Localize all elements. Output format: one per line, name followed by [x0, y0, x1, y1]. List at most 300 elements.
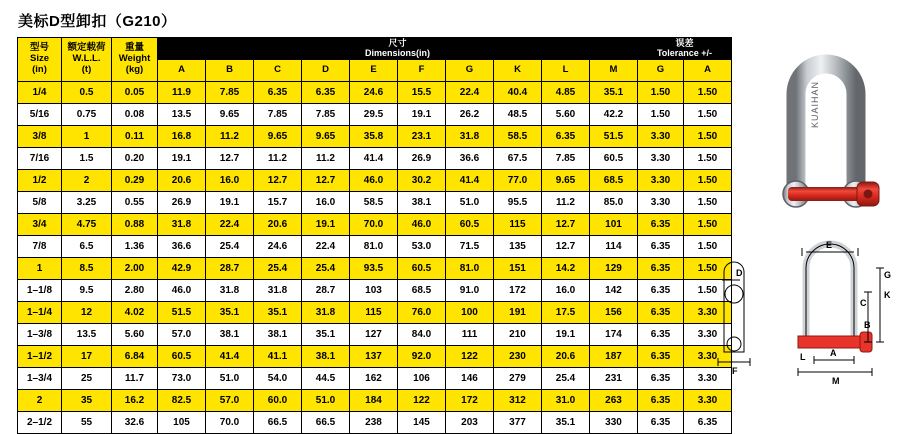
cell-dim-k: 191 — [494, 302, 542, 324]
cell-dim-d: 22.4 — [302, 236, 350, 258]
cell-dim-m: 174 — [590, 324, 638, 346]
cell-tol-g: 6.35 — [638, 280, 684, 302]
cell-dim-k: 279 — [494, 368, 542, 390]
cell-wll: 9.5 — [62, 280, 112, 302]
cell-weight: 16.2 — [112, 390, 158, 412]
cell-wll: 1 — [62, 126, 112, 148]
cell-dim-d: 38.1 — [302, 346, 350, 368]
cell-dim-e: 238 — [350, 412, 398, 434]
cell-dim-a: 46.0 — [158, 280, 206, 302]
cell-dim-k: 230 — [494, 346, 542, 368]
cell-size: 7/16 — [18, 148, 62, 170]
cell-dim-b: 70.0 — [206, 412, 254, 434]
table-row — [18, 214, 732, 236]
drawing-label-l: L — [800, 352, 806, 362]
header-dim-b: B — [206, 60, 254, 82]
cell-tol-g: 6.35 — [638, 214, 684, 236]
table-row — [18, 236, 732, 258]
cell-dim-b: 38.1 — [206, 324, 254, 346]
cell-dim-l: 11.2 — [542, 192, 590, 214]
cell-tol-g: 6.35 — [638, 412, 684, 434]
cell-tol-a: 3.30 — [684, 302, 732, 324]
cell-dim-g: 91.0 — [446, 280, 494, 302]
cell-dim-e: 35.8 — [350, 126, 398, 148]
cell-tol-a: 3.30 — [684, 346, 732, 368]
header-dimensions-en: Dimensions(in) — [364, 47, 430, 58]
cell-dim-c: 66.5 — [254, 412, 302, 434]
cell-tol-g: 3.30 — [638, 126, 684, 148]
cell-tol-a: 1.50 — [684, 104, 732, 126]
cell-dim-g: 122 — [446, 346, 494, 368]
table-row — [18, 368, 732, 390]
cell-tol-a: 1.50 — [684, 214, 732, 236]
cell-dim-d: 16.0 — [302, 192, 350, 214]
cell-dim-b: 51.0 — [206, 368, 254, 390]
cell-dim-b: 11.2 — [206, 126, 254, 148]
cell-size: 1/2 — [18, 170, 62, 192]
cell-dim-c: 24.6 — [254, 236, 302, 258]
cell-wll: 6.5 — [62, 236, 112, 258]
cell-tol-g: 3.30 — [638, 170, 684, 192]
header-dim-f: F — [398, 60, 446, 82]
cell-dim-m: 60.5 — [590, 148, 638, 170]
cell-tol-g: 6.35 — [638, 346, 684, 368]
cell-weight: 11.7 — [112, 368, 158, 390]
table-row — [18, 104, 732, 126]
cell-wll: 2 — [62, 170, 112, 192]
cell-dim-g: 146 — [446, 368, 494, 390]
cell-dim-d: 19.1 — [302, 214, 350, 236]
cell-dim-f: 15.5 — [398, 82, 446, 104]
table-body — [18, 82, 732, 434]
cell-tol-g: 6.35 — [638, 236, 684, 258]
page-title: 美标D型卸扣（G210） — [18, 13, 177, 30]
cell-wll: 3.25 — [62, 192, 112, 214]
cell-dim-f: 92.0 — [398, 346, 446, 368]
cell-dim-a: 16.8 — [158, 126, 206, 148]
cell-dim-k: 95.5 — [494, 192, 542, 214]
cell-dim-a: 105 — [158, 412, 206, 434]
table-row — [18, 280, 732, 302]
cell-dim-a: 57.0 — [158, 324, 206, 346]
cell-dim-k: 67.5 — [494, 148, 542, 170]
shackle-brand-text: KUAIHAN — [810, 80, 820, 128]
specification-table — [17, 37, 732, 434]
cell-tol-a: 1.50 — [684, 236, 732, 258]
cell-dim-e: 29.5 — [350, 104, 398, 126]
cell-dim-m: 68.5 — [590, 170, 638, 192]
table-row — [18, 258, 732, 280]
cell-tol-a: 3.30 — [684, 390, 732, 412]
header-dim-l: L — [542, 60, 590, 82]
cell-dim-d: 66.5 — [302, 412, 350, 434]
header-wll-en: W.L.L. — [72, 53, 101, 65]
drawing-label-c: C — [860, 298, 867, 308]
cell-dim-m: 101 — [590, 214, 638, 236]
cell-tol-g: 3.30 — [638, 192, 684, 214]
cell-size: 2 — [18, 390, 62, 412]
cell-dim-c: 20.6 — [254, 214, 302, 236]
cell-dim-k: 115 — [494, 214, 542, 236]
table-header-row-group — [18, 38, 732, 60]
cell-dim-a: 20.6 — [158, 170, 206, 192]
cell-size: 1–3/8 — [18, 324, 62, 346]
cell-weight: 2.80 — [112, 280, 158, 302]
cell-dim-f: 26.9 — [398, 148, 446, 170]
table-row — [18, 302, 732, 324]
table-row — [18, 192, 732, 214]
cell-dim-e: 46.0 — [350, 170, 398, 192]
cell-wll: 1.5 — [62, 148, 112, 170]
cell-dim-g: 203 — [446, 412, 494, 434]
cell-dim-l: 5.60 — [542, 104, 590, 126]
cell-tol-g: 3.30 — [638, 148, 684, 170]
cell-dim-b: 16.0 — [206, 170, 254, 192]
cell-dim-c: 35.1 — [254, 302, 302, 324]
table-row — [18, 324, 732, 346]
cell-dim-b: 28.7 — [206, 258, 254, 280]
cell-dim-f: 60.5 — [398, 258, 446, 280]
cell-dim-g: 172 — [446, 390, 494, 412]
cell-weight: 0.05 — [112, 82, 158, 104]
cell-dim-d: 6.35 — [302, 82, 350, 104]
header-dim-a: A — [158, 60, 206, 82]
cell-dim-g: 81.0 — [446, 258, 494, 280]
header-tolerance-en: Tolerance +/- — [656, 47, 713, 58]
cell-tol-a: 1.50 — [684, 280, 732, 302]
cell-wll: 25 — [62, 368, 112, 390]
cell-dim-l: 6.35 — [542, 126, 590, 148]
header-tolerance-cn: 误差 — [675, 37, 694, 48]
header-weight — [112, 38, 158, 82]
cell-dim-c: 6.35 — [254, 82, 302, 104]
cell-weight: 0.11 — [112, 126, 158, 148]
cell-dim-b: 25.4 — [206, 236, 254, 258]
cell-dim-l: 17.5 — [542, 302, 590, 324]
shackle-drawing-svg — [714, 232, 894, 392]
cell-dim-a: 51.5 — [158, 302, 206, 324]
header-size — [18, 38, 62, 82]
cell-dim-k: 377 — [494, 412, 542, 434]
cell-wll: 0.5 — [62, 82, 112, 104]
cell-weight: 5.60 — [112, 324, 158, 346]
cell-dim-k: 48.5 — [494, 104, 542, 126]
cell-dim-m: 187 — [590, 346, 638, 368]
cell-dim-a: 36.6 — [158, 236, 206, 258]
cell-dim-l: 19.1 — [542, 324, 590, 346]
cell-dim-d: 11.2 — [302, 148, 350, 170]
cell-dim-b: 31.8 — [206, 280, 254, 302]
table-row — [18, 412, 732, 434]
cell-dim-b: 22.4 — [206, 214, 254, 236]
header-dim-c: C — [254, 60, 302, 82]
spec-table-wrap — [17, 37, 732, 434]
cell-dim-k: 151 — [494, 258, 542, 280]
cell-dim-f: 84.0 — [398, 324, 446, 346]
cell-tol-g: 6.35 — [638, 324, 684, 346]
cell-weight: 1.36 — [112, 236, 158, 258]
cell-weight: 2.00 — [112, 258, 158, 280]
cell-dim-c: 9.65 — [254, 126, 302, 148]
cell-wll: 35 — [62, 390, 112, 412]
cell-dim-d: 28.7 — [302, 280, 350, 302]
cell-dim-d: 35.1 — [302, 324, 350, 346]
drawing-label-e: E — [826, 240, 833, 250]
cell-dim-m: 85.0 — [590, 192, 638, 214]
cell-dim-g: 36.6 — [446, 148, 494, 170]
cell-dim-c: 41.1 — [254, 346, 302, 368]
cell-dim-m: 330 — [590, 412, 638, 434]
cell-wll: 13.5 — [62, 324, 112, 346]
drawing-label-d: D — [736, 268, 743, 278]
cell-dim-e: 184 — [350, 390, 398, 412]
cell-tol-g: 1.50 — [638, 82, 684, 104]
drawing-label-g: G — [884, 270, 892, 280]
cell-weight: 0.20 — [112, 148, 158, 170]
cell-dim-d: 31.8 — [302, 302, 350, 324]
header-wll — [62, 38, 112, 82]
cell-dim-c: 7.85 — [254, 104, 302, 126]
cell-dim-a: 19.1 — [158, 148, 206, 170]
cell-dim-k: 77.0 — [494, 170, 542, 192]
cell-dim-l: 4.85 — [542, 82, 590, 104]
cell-dim-d: 51.0 — [302, 390, 350, 412]
cell-dim-a: 11.9 — [158, 82, 206, 104]
header-tol-g: G — [638, 60, 684, 82]
cell-dim-a: 82.5 — [158, 390, 206, 412]
cell-dim-e: 58.5 — [350, 192, 398, 214]
cell-dim-c: 54.0 — [254, 368, 302, 390]
cell-size: 5/8 — [18, 192, 62, 214]
header-size-en: Size — [29, 53, 49, 65]
cell-dim-m: 42.2 — [590, 104, 638, 126]
cell-dim-c: 60.0 — [254, 390, 302, 412]
cell-size: 5/16 — [18, 104, 62, 126]
cell-dim-b: 57.0 — [206, 390, 254, 412]
header-weight-en: Weight — [118, 53, 151, 65]
header-wll-unit: (t) — [81, 63, 92, 75]
cell-dim-a: 26.9 — [158, 192, 206, 214]
cell-dim-a: 60.5 — [158, 346, 206, 368]
cell-wll: 4.75 — [62, 214, 112, 236]
cell-tol-a: 1.50 — [684, 258, 732, 280]
cell-tol-a: 3.30 — [684, 324, 732, 346]
cell-tol-a: 1.50 — [684, 126, 732, 148]
drawing-label-k: K — [884, 290, 891, 300]
cell-weight: 0.08 — [112, 104, 158, 126]
header-dimensions-cn: 尺寸 — [388, 37, 407, 48]
cell-dim-f: 145 — [398, 412, 446, 434]
header-size-unit: (in) — [32, 63, 47, 75]
cell-dim-f: 23.1 — [398, 126, 446, 148]
cell-dim-k: 210 — [494, 324, 542, 346]
table-row — [18, 82, 732, 104]
cell-dim-d: 12.7 — [302, 170, 350, 192]
shackle-drawing — [714, 232, 894, 392]
cell-dim-e: 115 — [350, 302, 398, 324]
cell-dim-b: 35.1 — [206, 302, 254, 324]
shackle-photo-svg — [758, 36, 898, 226]
cell-dim-c: 12.7 — [254, 170, 302, 192]
cell-dim-k: 312 — [494, 390, 542, 412]
shackle-photo — [758, 36, 898, 226]
header-dim-g: G — [446, 60, 494, 82]
table-row — [18, 148, 732, 170]
cell-dim-d: 9.65 — [302, 126, 350, 148]
cell-dim-b: 12.7 — [206, 148, 254, 170]
cell-dim-k: 172 — [494, 280, 542, 302]
table-row — [18, 126, 732, 148]
cell-tol-a: 3.30 — [684, 368, 732, 390]
table-row — [18, 390, 732, 412]
cell-dim-g: 22.4 — [446, 82, 494, 104]
cell-dim-m: 263 — [590, 390, 638, 412]
cell-dim-e: 93.5 — [350, 258, 398, 280]
drawing-label-b: B — [864, 320, 871, 330]
cell-dim-l: 16.0 — [542, 280, 590, 302]
cell-dim-l: 31.0 — [542, 390, 590, 412]
cell-tol-a: 1.50 — [684, 192, 732, 214]
cell-dim-e: 162 — [350, 368, 398, 390]
cell-dim-l: 12.7 — [542, 214, 590, 236]
cell-dim-c: 38.1 — [254, 324, 302, 346]
cell-dim-g: 41.4 — [446, 170, 494, 192]
header-tol-a: A — [684, 60, 732, 82]
cell-dim-e: 24.6 — [350, 82, 398, 104]
cell-dim-e: 81.0 — [350, 236, 398, 258]
cell-dim-d: 25.4 — [302, 258, 350, 280]
cell-weight: 0.29 — [112, 170, 158, 192]
cell-wll: 55 — [62, 412, 112, 434]
header-size-cn: 型号 — [29, 42, 49, 54]
table-row — [18, 346, 732, 368]
cell-dim-c: 25.4 — [254, 258, 302, 280]
cell-size: 3/4 — [18, 214, 62, 236]
table-row — [18, 170, 732, 192]
cell-size: 1–1/2 — [18, 346, 62, 368]
cell-dim-k: 135 — [494, 236, 542, 258]
cell-dim-m: 231 — [590, 368, 638, 390]
header-dim-d: D — [302, 60, 350, 82]
cell-weight: 6.84 — [112, 346, 158, 368]
cell-dim-m: 156 — [590, 302, 638, 324]
cell-dim-e: 137 — [350, 346, 398, 368]
cell-tol-g: 6.35 — [638, 302, 684, 324]
cell-size: 1–1/8 — [18, 280, 62, 302]
header-tolerance-group — [638, 38, 732, 60]
cell-tol-g: 6.35 — [638, 258, 684, 280]
cell-dim-f: 46.0 — [398, 214, 446, 236]
drawing-label-m: M — [832, 376, 840, 386]
cell-weight: 0.55 — [112, 192, 158, 214]
cell-tol-g: 1.50 — [638, 104, 684, 126]
cell-dim-l: 35.1 — [542, 412, 590, 434]
cell-dim-d: 7.85 — [302, 104, 350, 126]
header-wll-cn: 额定载荷 — [67, 42, 106, 54]
cell-dim-g: 100 — [446, 302, 494, 324]
cell-dim-l: 9.65 — [542, 170, 590, 192]
cell-dim-e: 41.4 — [350, 148, 398, 170]
cell-dim-c: 31.8 — [254, 280, 302, 302]
cell-dim-l: 20.6 — [542, 346, 590, 368]
cell-dim-e: 127 — [350, 324, 398, 346]
cell-tol-a: 1.50 — [684, 82, 732, 104]
cell-tol-a: 6.35 — [684, 412, 732, 434]
cell-tol-a: 1.50 — [684, 148, 732, 170]
cell-size: 1 — [18, 258, 62, 280]
cell-dim-g: 60.5 — [446, 214, 494, 236]
cell-size: 1/4 — [18, 82, 62, 104]
cell-dim-e: 103 — [350, 280, 398, 302]
cell-dim-b: 19.1 — [206, 192, 254, 214]
cell-dim-m: 129 — [590, 258, 638, 280]
cell-dim-g: 26.2 — [446, 104, 494, 126]
cell-weight: 32.6 — [112, 412, 158, 434]
cell-size: 7/8 — [18, 236, 62, 258]
cell-dim-k: 40.4 — [494, 82, 542, 104]
cell-dim-m: 114 — [590, 236, 638, 258]
cell-tol-g: 6.35 — [638, 390, 684, 412]
cell-dim-a: 73.0 — [158, 368, 206, 390]
cell-dim-c: 15.7 — [254, 192, 302, 214]
header-dim-e: E — [350, 60, 398, 82]
cell-dim-g: 31.8 — [446, 126, 494, 148]
cell-dim-f: 53.0 — [398, 236, 446, 258]
cell-dim-m: 142 — [590, 280, 638, 302]
header-weight-cn: 重量 — [124, 42, 144, 54]
cell-dim-g: 111 — [446, 324, 494, 346]
cell-dim-f: 68.5 — [398, 280, 446, 302]
cell-dim-e: 70.0 — [350, 214, 398, 236]
cell-wll: 12 — [62, 302, 112, 324]
cell-dim-f: 38.1 — [398, 192, 446, 214]
header-weight-unit: (kg) — [125, 63, 144, 75]
cell-wll: 0.75 — [62, 104, 112, 126]
cell-dim-m: 35.1 — [590, 82, 638, 104]
header-dim-m: M — [590, 60, 638, 82]
cell-dim-b: 9.65 — [206, 104, 254, 126]
cell-dim-l: 12.7 — [542, 236, 590, 258]
cell-dim-b: 41.4 — [206, 346, 254, 368]
cell-weight: 0.88 — [112, 214, 158, 236]
cell-dim-c: 11.2 — [254, 148, 302, 170]
cell-size: 1–3/4 — [18, 368, 62, 390]
cell-size: 3/8 — [18, 126, 62, 148]
cell-dim-a: 31.8 — [158, 214, 206, 236]
cell-dim-k: 58.5 — [494, 126, 542, 148]
cell-size: 2–1/2 — [18, 412, 62, 434]
cell-dim-g: 71.5 — [446, 236, 494, 258]
cell-tol-g: 6.35 — [638, 368, 684, 390]
cell-tol-a: 1.50 — [684, 170, 732, 192]
header-dimensions-group — [158, 38, 638, 60]
cell-dim-l: 25.4 — [542, 368, 590, 390]
cell-dim-f: 76.0 — [398, 302, 446, 324]
cell-dim-b: 7.85 — [206, 82, 254, 104]
cell-dim-f: 122 — [398, 390, 446, 412]
cell-dim-f: 19.1 — [398, 104, 446, 126]
drawing-label-f: F — [732, 366, 738, 376]
cell-dim-g: 51.0 — [446, 192, 494, 214]
cell-weight: 4.02 — [112, 302, 158, 324]
drawing-label-a: A — [830, 348, 837, 358]
cell-dim-f: 106 — [398, 368, 446, 390]
cell-dim-a: 42.9 — [158, 258, 206, 280]
cell-dim-a: 13.5 — [158, 104, 206, 126]
cell-dim-l: 14.2 — [542, 258, 590, 280]
cell-dim-l: 7.85 — [542, 148, 590, 170]
cell-wll: 17 — [62, 346, 112, 368]
